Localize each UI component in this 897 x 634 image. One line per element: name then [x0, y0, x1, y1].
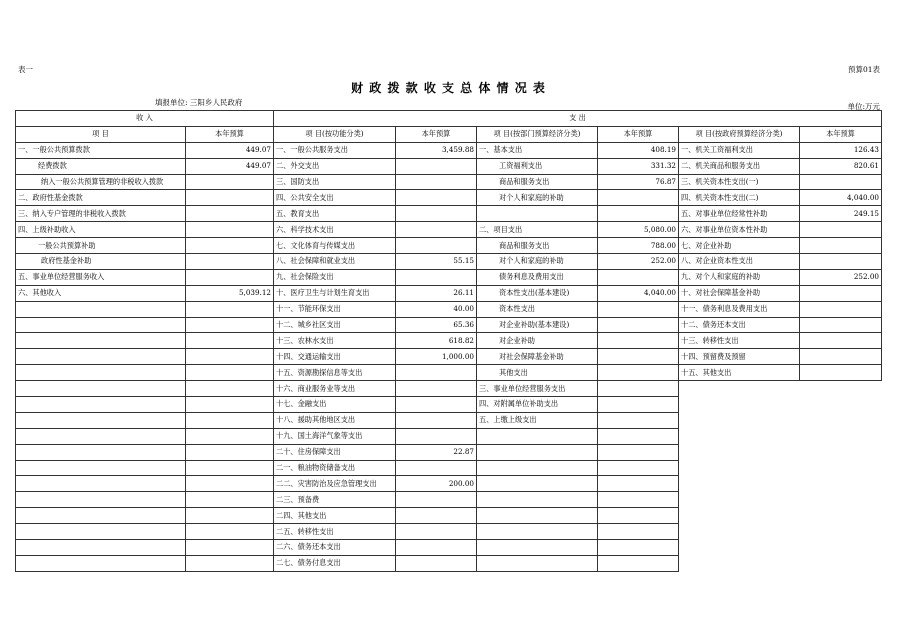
table-row — [16, 540, 882, 556]
cell-income-budget — [186, 222, 274, 238]
cell-income-budget — [186, 508, 274, 524]
cell-gov-budget — [800, 238, 882, 254]
table-row — [16, 206, 882, 222]
cell-gov-budget — [800, 540, 882, 556]
cell-func-budget: 40.00 — [396, 301, 477, 317]
cell-gov-budget — [800, 508, 882, 524]
cell-dept-budget — [598, 269, 679, 285]
cell-income-budget: 449.07 — [186, 142, 274, 158]
cell-func-item: 十六、商业服务业等支出 — [274, 381, 396, 397]
cell-gov-item: 十一、债务利息及费用支出 — [679, 301, 800, 317]
cell-income-item — [16, 412, 186, 428]
cell-income-budget — [186, 428, 274, 444]
cell-dept-budget: 331.32 — [598, 158, 679, 174]
cell-income-budget — [186, 444, 274, 460]
cell-func-budget — [396, 428, 477, 444]
cell-dept-item — [477, 428, 598, 444]
cell-dept-item: 五、上缴上级支出 — [477, 412, 598, 428]
cell-func-budget — [396, 492, 477, 508]
cell-func-budget — [396, 555, 477, 571]
col-func-budget: 本年预算 — [396, 126, 477, 142]
cell-gov-item — [679, 428, 800, 444]
table-row — [16, 349, 882, 365]
cell-gov-item — [679, 492, 800, 508]
cell-gov-budget — [800, 317, 882, 333]
cell-func-budget — [396, 222, 477, 238]
cell-gov-budget — [800, 301, 882, 317]
cell-func-budget — [396, 238, 477, 254]
cell-dept-budget: 4,040.00 — [598, 285, 679, 301]
cell-func-item: 二四、其他支出 — [274, 508, 396, 524]
table-row — [16, 381, 882, 397]
cell-func-item: 二五、转移性支出 — [274, 524, 396, 540]
cell-gov-budget — [800, 254, 882, 270]
cell-func-budget — [396, 397, 477, 413]
table-row — [16, 254, 882, 270]
cell-gov-item: 八、对企业资本性支出 — [679, 254, 800, 270]
cell-income-budget — [186, 524, 274, 540]
cell-dept-item — [477, 460, 598, 476]
cell-income-item — [16, 540, 186, 556]
cell-income-budget — [186, 460, 274, 476]
cell-gov-budget — [800, 285, 882, 301]
cell-func-budget: 3,459.88 — [396, 142, 477, 158]
cell-gov-item: 十三、转移性支出 — [679, 333, 800, 349]
cell-dept-item: 四、对附属单位补助支出 — [477, 397, 598, 413]
cell-dept-item: 债务利息及费用支出 — [477, 269, 598, 285]
cell-dept-budget — [598, 365, 679, 381]
cell-income-budget — [186, 397, 274, 413]
cell-gov-item: 十、对社会保障基金补助 — [679, 285, 800, 301]
cell-gov-budget — [800, 174, 882, 190]
table-row — [16, 174, 882, 190]
cell-gov-item: 一、机关工资福利支出 — [679, 142, 800, 158]
cell-func-item: 二、外交支出 — [274, 158, 396, 174]
cell-dept-budget — [598, 540, 679, 556]
table-row — [16, 317, 882, 333]
col-gov-budget: 本年预算 — [800, 126, 882, 142]
cell-dept-budget: 76.87 — [598, 174, 679, 190]
budget-table — [15, 110, 882, 572]
cell-func-item: 五、教育支出 — [274, 206, 396, 222]
cell-income-item — [16, 476, 186, 492]
cell-income-item — [16, 524, 186, 540]
page-title: 财 政 拨 款 收 支 总 体 情 况 表 — [351, 81, 546, 95]
cell-func-item: 二六、债务还本支出 — [274, 540, 396, 556]
cell-dept-item — [477, 524, 598, 540]
cell-dept-item — [477, 508, 598, 524]
table-row — [16, 190, 882, 206]
cell-gov-item — [679, 397, 800, 413]
table-row — [16, 492, 882, 508]
cell-func-budget — [396, 269, 477, 285]
cell-func-budget — [396, 540, 477, 556]
cell-func-item: 九、社会保险支出 — [274, 269, 396, 285]
table-row — [16, 222, 882, 238]
cell-dept-item: 二、项目支出 — [477, 222, 598, 238]
table-row — [16, 238, 882, 254]
col-dept-budget: 本年预算 — [598, 126, 679, 142]
cell-func-item: 十、医疗卫生与计划生育支出 — [274, 285, 396, 301]
cell-gov-budget: 820.61 — [800, 158, 882, 174]
cell-dept-budget — [598, 428, 679, 444]
cell-income-item: 一、一般公共预算拨款 — [16, 142, 186, 158]
table-row — [16, 269, 882, 285]
cell-income-item — [16, 317, 186, 333]
cell-income-item: 一般公共预算补助 — [16, 238, 186, 254]
cell-gov-item: 三、机关资本性支出(一) — [679, 174, 800, 190]
cell-gov-budget — [800, 412, 882, 428]
col-income-item: 项 目 — [16, 126, 186, 142]
cell-income-budget — [186, 476, 274, 492]
cell-dept-budget — [598, 381, 679, 397]
cell-income-budget — [186, 238, 274, 254]
cell-income-item — [16, 333, 186, 349]
cell-income-item: 四、上级补助收入 — [16, 222, 186, 238]
cell-func-item: 七、文化体育与传媒支出 — [274, 238, 396, 254]
table-row — [16, 428, 882, 444]
cell-income-item — [16, 555, 186, 571]
cell-gov-item — [679, 476, 800, 492]
cell-gov-budget — [800, 349, 882, 365]
table-row — [16, 460, 882, 476]
cell-func-budget — [396, 381, 477, 397]
cell-income-item: 三、纳入专户管理的非税收入拨款 — [16, 206, 186, 222]
cell-income-budget — [186, 254, 274, 270]
table-row — [16, 285, 882, 301]
cell-gov-item — [679, 412, 800, 428]
cell-func-item: 十八、援助其他地区支出 — [274, 412, 396, 428]
cell-dept-budget — [598, 333, 679, 349]
cell-dept-budget — [598, 444, 679, 460]
cell-dept-budget — [598, 397, 679, 413]
cell-func-budget: 200.00 — [396, 476, 477, 492]
cell-func-item: 三、国防支出 — [274, 174, 396, 190]
cell-gov-budget — [800, 444, 882, 460]
cell-func-item: 十三、农林水支出 — [274, 333, 396, 349]
cell-gov-item — [679, 460, 800, 476]
cell-gov-item — [679, 555, 800, 571]
cell-dept-item — [477, 206, 598, 222]
cell-dept-budget — [598, 190, 679, 206]
cell-gov-item — [679, 524, 800, 540]
cell-income-budget — [186, 365, 274, 381]
cell-dept-item: 对企业补助 — [477, 333, 598, 349]
cell-func-item: 十二、城乡社区支出 — [274, 317, 396, 333]
cell-income-budget — [186, 333, 274, 349]
cell-dept-item: 对企业补助(基本建设) — [477, 317, 598, 333]
cell-income-budget — [186, 412, 274, 428]
cell-income-item: 政府性基金补助 — [16, 254, 186, 270]
cell-gov-budget — [800, 476, 882, 492]
col-gov-item: 项 目(按政府预算经济分类) — [679, 126, 800, 142]
cell-func-item: 二三、预备费 — [274, 492, 396, 508]
cell-income-item — [16, 428, 186, 444]
cell-income-item — [16, 349, 186, 365]
cell-gov-item — [679, 381, 800, 397]
cell-func-item: 十五、资源勘探信息等支出 — [274, 365, 396, 381]
cell-func-item: 二七、债务付息支出 — [274, 555, 396, 571]
cell-func-budget — [396, 190, 477, 206]
cell-dept-item: 资本性支出(基本建设) — [477, 285, 598, 301]
cell-income-budget: 449.07 — [186, 158, 274, 174]
cell-gov-item: 七、对企业补助 — [679, 238, 800, 254]
cell-dept-budget — [598, 206, 679, 222]
cell-dept-budget — [598, 476, 679, 492]
cell-income-budget — [186, 381, 274, 397]
cell-income-budget — [186, 190, 274, 206]
table-row — [16, 508, 882, 524]
cell-func-budget — [396, 412, 477, 428]
cell-dept-item — [477, 540, 598, 556]
cell-dept-item: 工资福利支出 — [477, 158, 598, 174]
cell-dept-budget — [598, 349, 679, 365]
table-row — [16, 333, 882, 349]
cell-dept-budget — [598, 317, 679, 333]
cell-gov-item: 十二、债务还本支出 — [679, 317, 800, 333]
cell-gov-item: 二、机关商品和服务支出 — [679, 158, 800, 174]
cell-dept-item — [477, 444, 598, 460]
cell-income-item — [16, 444, 186, 460]
cell-dept-item — [477, 555, 598, 571]
cell-income-item — [16, 365, 186, 381]
cell-func-budget — [396, 158, 477, 174]
cell-func-item: 二二、灾害防治及应急管理支出 — [274, 476, 396, 492]
table-row — [16, 365, 882, 381]
cell-gov-budget — [800, 333, 882, 349]
cell-income-item — [16, 381, 186, 397]
cell-income-item: 五、事业单位经营服务收入 — [16, 269, 186, 285]
cell-func-budget: 65.36 — [396, 317, 477, 333]
cell-gov-item: 十五、其他支出 — [679, 365, 800, 381]
cell-func-item: 六、科学技术支出 — [274, 222, 396, 238]
cell-func-budget: 26.11 — [396, 285, 477, 301]
cell-dept-item: 资本性支出 — [477, 301, 598, 317]
cell-income-item — [16, 301, 186, 317]
cell-dept-item: 对个人和家庭的补助 — [477, 190, 598, 206]
cell-dept-item: 对社会保障基金补助 — [477, 349, 598, 365]
cell-dept-item: 对个人和家庭的补助 — [477, 254, 598, 270]
cell-dept-budget — [598, 555, 679, 571]
cell-dept-budget — [598, 492, 679, 508]
cell-dept-item: 其他支出 — [477, 365, 598, 381]
cell-dept-budget: 5,080.00 — [598, 222, 679, 238]
cell-dept-budget — [598, 301, 679, 317]
cell-gov-budget: 252.00 — [800, 269, 882, 285]
table-row — [16, 524, 882, 540]
cell-dept-budget — [598, 460, 679, 476]
cell-income-budget — [186, 301, 274, 317]
cell-func-budget — [396, 508, 477, 524]
cell-gov-budget — [800, 397, 882, 413]
cell-gov-budget — [800, 365, 882, 381]
cell-func-budget — [396, 460, 477, 476]
col-dept-item: 项 目(按部门预算经济分类) — [477, 126, 598, 142]
cell-gov-budget — [800, 524, 882, 540]
cell-gov-item — [679, 508, 800, 524]
cell-func-item: 二一、粮油物资储备支出 — [274, 460, 396, 476]
cell-func-item: 十一、节能环保支出 — [274, 301, 396, 317]
cell-income-item — [16, 508, 186, 524]
cell-income-item — [16, 397, 186, 413]
filler-unit: 填报单位: 三阳乡人民政府 — [155, 98, 243, 107]
cell-income-budget — [186, 540, 274, 556]
cell-dept-item: 商品和服务支出 — [477, 238, 598, 254]
cell-income-budget: 5,039.12 — [186, 285, 274, 301]
cell-income-item: 六、其他收入 — [16, 285, 186, 301]
cell-gov-budget — [800, 555, 882, 571]
cell-gov-item: 五、对事业单位经常性补助 — [679, 206, 800, 222]
cell-income-item: 经费拨款 — [16, 158, 186, 174]
cell-dept-budget: 408.19 — [598, 142, 679, 158]
cell-gov-budget — [800, 222, 882, 238]
cell-income-budget — [186, 206, 274, 222]
table-row — [16, 301, 882, 317]
cell-dept-budget: 788.00 — [598, 238, 679, 254]
cell-func-budget — [396, 174, 477, 190]
table-row — [16, 397, 882, 413]
cell-income-item — [16, 492, 186, 508]
cell-func-item: 四、公共安全支出 — [274, 190, 396, 206]
table-row — [16, 555, 882, 571]
header-expense: 支 出 — [274, 111, 882, 127]
cell-func-item: 十四、交通运输支出 — [274, 349, 396, 365]
cell-gov-item: 九、对个人和家庭的补助 — [679, 269, 800, 285]
cell-dept-item — [477, 492, 598, 508]
cell-dept-item: 三、事业单位经营服务支出 — [477, 381, 598, 397]
cell-dept-budget — [598, 524, 679, 540]
cell-func-budget: 55.15 — [396, 254, 477, 270]
cell-income-item: 纳入一般公共预算管理的非税收入拨款 — [16, 174, 186, 190]
cell-gov-budget: 4,040.00 — [800, 190, 882, 206]
cell-income-item: 二、政府性基金拨款 — [16, 190, 186, 206]
cell-dept-item: 一、基本支出 — [477, 142, 598, 158]
cell-func-item: 八、社会保障和就业支出 — [274, 254, 396, 270]
cell-gov-budget — [800, 460, 882, 476]
cell-income-budget — [186, 492, 274, 508]
cell-gov-item — [679, 540, 800, 556]
cell-income-budget — [186, 349, 274, 365]
cell-income-budget — [186, 174, 274, 190]
header-row-columns — [16, 126, 882, 142]
table-number: 表一 — [18, 65, 33, 74]
cell-dept-budget: 252.00 — [598, 254, 679, 270]
form-code: 预算01表 — [847, 65, 880, 74]
cell-dept-item: 商品和服务支出 — [477, 174, 598, 190]
cell-gov-item — [679, 444, 800, 460]
currency-unit: 单位:万元 — [847, 102, 880, 111]
cell-gov-item: 四、机关资本性支出(二) — [679, 190, 800, 206]
cell-func-item: 十七、金融支出 — [274, 397, 396, 413]
col-func-item: 项 目(按功能分类) — [274, 126, 396, 142]
cell-func-budget: 618.82 — [396, 333, 477, 349]
table-row — [16, 444, 882, 460]
table-row — [16, 476, 882, 492]
cell-func-budget — [396, 365, 477, 381]
cell-func-item: 十九、国土海洋气象等支出 — [274, 428, 396, 444]
cell-income-budget — [186, 555, 274, 571]
table-row — [16, 158, 882, 174]
cell-func-budget: 1,000.00 — [396, 349, 477, 365]
cell-dept-budget — [598, 508, 679, 524]
cell-gov-budget: 126.43 — [800, 142, 882, 158]
header-row-groups — [16, 111, 882, 127]
header-income: 收 入 — [16, 111, 274, 127]
cell-func-item: 一、一般公共服务支出 — [274, 142, 396, 158]
cell-gov-item: 十四、预留费及预留 — [679, 349, 800, 365]
cell-dept-budget — [598, 412, 679, 428]
table-row — [16, 412, 882, 428]
col-income-budget: 本年预算 — [186, 126, 274, 142]
cell-gov-budget — [800, 381, 882, 397]
cell-gov-budget — [800, 428, 882, 444]
cell-dept-item — [477, 476, 598, 492]
cell-income-budget — [186, 317, 274, 333]
cell-gov-budget: 249.15 — [800, 206, 882, 222]
cell-gov-item: 六、对事业单位资本性补助 — [679, 222, 800, 238]
cell-income-item — [16, 460, 186, 476]
cell-func-budget — [396, 524, 477, 540]
cell-income-budget — [186, 269, 274, 285]
cell-func-budget — [396, 206, 477, 222]
cell-func-budget: 22.87 — [396, 444, 477, 460]
cell-gov-budget — [800, 492, 882, 508]
table-row — [16, 142, 882, 158]
cell-func-item: 二十、住房保障支出 — [274, 444, 396, 460]
